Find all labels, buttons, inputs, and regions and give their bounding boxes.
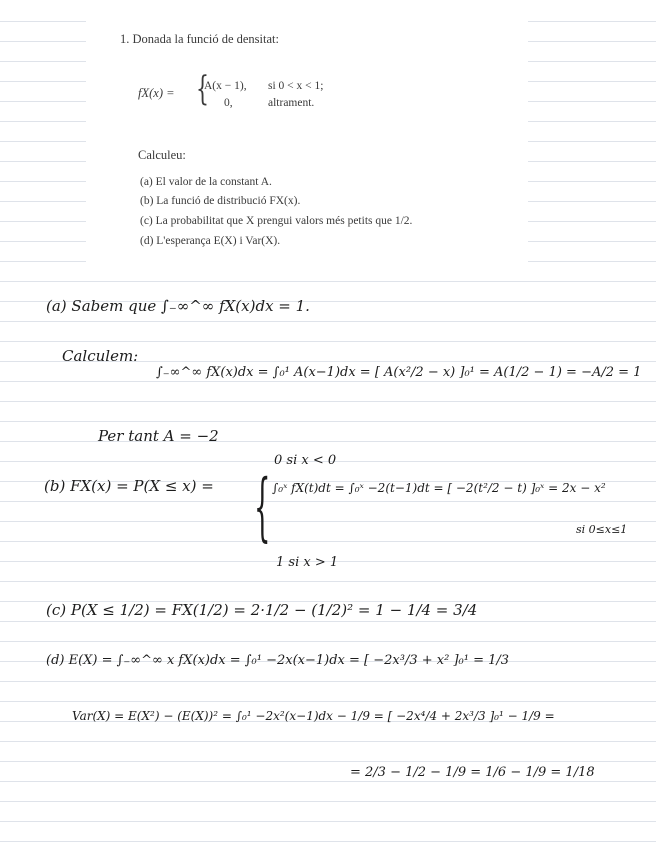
exercise-heading: 1. Donada la funció de densitat:	[120, 32, 279, 46]
case2-expression: 0,	[224, 97, 233, 109]
answer-a-calc-label: Calculem:	[62, 347, 139, 365]
calculeu-label: Calculeu:	[138, 148, 186, 162]
density-function-label: fX(x) =	[138, 86, 175, 100]
question-part-a: (a) El valor de la constant A.	[140, 176, 272, 188]
answer-a-calculation: ∫₋∞^∞ fX(x)dx = ∫₀¹ A(x−1)dx = [ A(x²/2 − x) ]₀¹ = A(1/2 − 1) = −A/2 = 1	[156, 365, 642, 380]
answer-c-probability: (c) P(X ≤ 1/2) = FX(1/2) = 2·1/2 − (1/2)² = 1 − 1/4 = 3/4	[46, 601, 478, 619]
answer-b-distribution-lhs: (b) FX(x) = P(X ≤ x) =	[44, 477, 214, 495]
case1-expression: A(x − 1),	[204, 80, 247, 92]
case1-condition: si 0 < x < 1;	[268, 80, 324, 92]
answer-b-case-one: 1 si x > 1	[276, 555, 339, 570]
case2-condition: altrament.	[268, 97, 315, 109]
case-brace: {	[196, 69, 209, 109]
question-part-c: (c) La probabilitat que X prengui valors més petits que 1/2.	[140, 215, 413, 227]
answer-a-result: Per tant A = −2	[98, 427, 219, 445]
question-part-b: (b) La funció de distribució FX(x).	[140, 195, 301, 207]
answer-b-middle-condition: si 0≤x≤1	[576, 523, 628, 536]
question-part-d: (d) L'esperança E(X) i Var(X).	[140, 235, 281, 247]
answer-b-brace: {	[254, 464, 271, 550]
answer-d-variance: Var(X) = E(X²) − (E(X))² = ∫₀¹ −2x²(x−1)dx − 1/9 = [ −2x⁴/4 + 2x³/3 ]₀¹ − 1/9 =	[72, 709, 555, 723]
answer-d-expectation: (d) E(X) = ∫₋∞^∞ x fX(x)dx = ∫₀¹ −2x(x−1)dx = [ −2x³/3 + x² ]₀¹ = 1/3	[46, 653, 510, 668]
answer-d-variance-result: = 2/3 − 1/2 − 1/9 = 1/6 − 1/9 = 1/18	[350, 765, 595, 780]
answer-b-case-zero: 0 si x < 0	[274, 453, 337, 468]
answer-a-statement: (a) Sabem que ∫₋∞^∞ fX(x)dx = 1.	[46, 297, 310, 315]
answer-b-middle-case: ∫₀ˣ fX(t)dt = ∫₀ˣ −2(t−1)dt = [ −2(t²/2 − t) ]₀ˣ = 2x − x²	[272, 481, 606, 495]
